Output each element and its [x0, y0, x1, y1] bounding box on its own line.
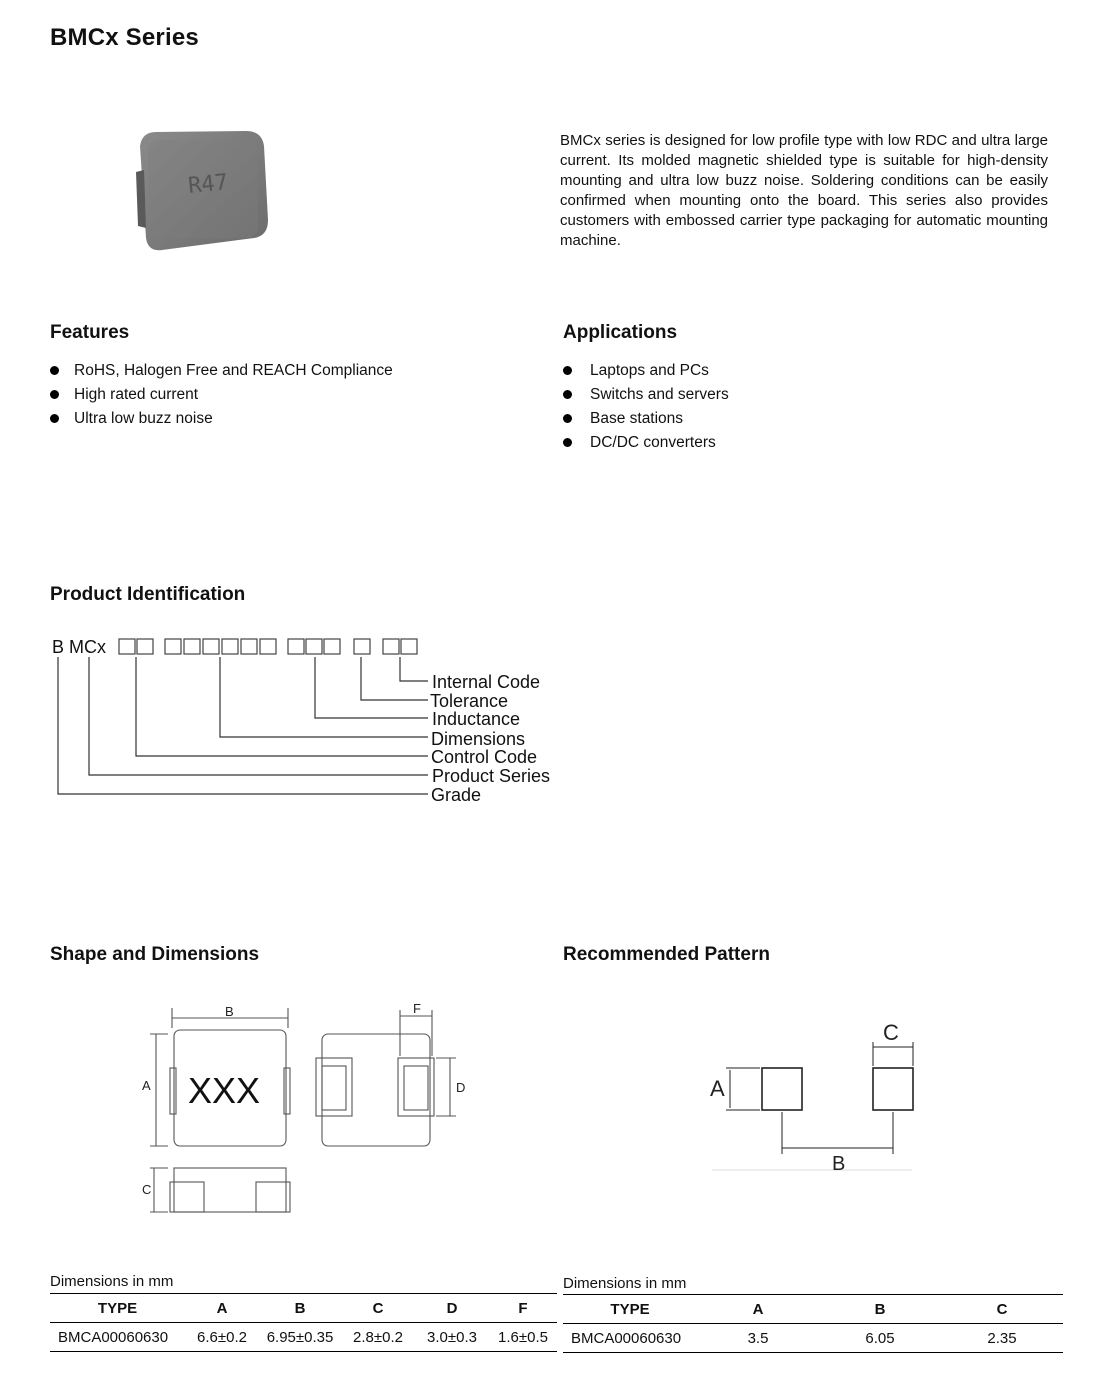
code-prefix-rest: MCx [69, 637, 106, 657]
dim-label-a: A [142, 1078, 151, 1093]
bullet-icon [563, 438, 572, 447]
pattern-label-a: A [710, 1076, 725, 1101]
col-header-d: D [446, 1299, 458, 1317]
col-header-b: B [294, 1299, 306, 1317]
col-header-f: F [518, 1299, 528, 1317]
pattern-table-caption: Dimensions in mm [563, 1275, 687, 1292]
shape-diagram [130, 996, 470, 1218]
label-inductance: Inductance [432, 709, 521, 729]
col-header-b: B [874, 1300, 886, 1318]
pattern-table [563, 1294, 1063, 1353]
table-row [563, 1324, 1063, 1353]
bullet-icon [563, 414, 572, 423]
photo-marking: R47 [187, 169, 230, 199]
table-row [50, 1323, 557, 1352]
cell-type: BMCA00060630 [571, 1329, 682, 1347]
cell-type: BMCA00060630 [58, 1328, 169, 1346]
label-dimensions: Dimensions [431, 729, 526, 749]
dim-label-d: D [456, 1080, 466, 1095]
list-item: Ultra low buzz noise [50, 407, 393, 431]
cell-d: 3.0±0.3 [427, 1328, 477, 1346]
shape-dimensions-heading: Shape and Dimensions [50, 944, 260, 965]
pattern-diagram [700, 1014, 930, 1184]
features-heading: Features [50, 322, 130, 343]
bullet-icon [50, 366, 59, 375]
cell-b: 6.05 [865, 1329, 895, 1347]
col-header-a: A [216, 1299, 228, 1317]
label-tolerance: Tolerance [430, 691, 509, 711]
product-identification-heading: Product Identification [50, 584, 246, 605]
col-header-c: C [996, 1300, 1008, 1318]
list-item: Base stations [563, 407, 729, 431]
code-prefix-b: B [52, 637, 65, 657]
recommended-pattern-heading: Recommended Pattern [563, 944, 770, 965]
dims-table-caption: Dimensions in mm [50, 1273, 174, 1290]
intro-paragraph: BMCx series is designed for low profile type with low RDC and ultra large current. Its molded magnetic shielded type is suitable for high-density mounting and ultra low buzz noise. Soldering conditions can be easily confirmed when mounting onto the board. This series also provides customers with embossed carrier type packaging for automatic mounting machine. [560, 132, 1048, 249]
col-header-c: C [372, 1299, 384, 1317]
label-internal-code: Internal Code [432, 672, 541, 692]
cell-a: 3.5 [747, 1329, 769, 1347]
code-boxes [119, 639, 417, 654]
list-item: RoHS, Halogen Free and REACH Compliance [50, 359, 393, 383]
label-control-code: Control Code [431, 747, 538, 767]
list-item: Laptops and PCs [563, 359, 729, 383]
features-list [50, 359, 393, 431]
label-grade: Grade [431, 785, 482, 805]
pattern-label-c: C [883, 1020, 899, 1045]
cell-c: 2.8±0.2 [353, 1328, 403, 1346]
cell-c: 2.35 [987, 1329, 1017, 1347]
dim-label-c: C [142, 1182, 152, 1197]
bullet-icon [50, 414, 59, 423]
label-product-series: Product Series [432, 766, 551, 786]
pattern-label-b: B [832, 1153, 846, 1175]
bullet-icon [563, 366, 572, 375]
col-header-type: TYPE [610, 1300, 650, 1318]
col-header-type: TYPE [97, 1299, 138, 1317]
bullet-icon [563, 390, 572, 399]
list-item: DC/DC converters [563, 431, 729, 455]
applications-list [563, 359, 729, 455]
applications-heading: Applications [563, 322, 678, 343]
table-header-row [50, 1294, 557, 1323]
part-number-diagram [48, 632, 568, 808]
product-photo [134, 128, 270, 252]
dim-label-b: B [225, 1004, 234, 1019]
dim-label-f: F [413, 1001, 421, 1016]
col-header-a: A [752, 1300, 764, 1318]
cell-f: 1.6±0.5 [498, 1328, 548, 1346]
dims-table [50, 1293, 557, 1352]
table-header-row [563, 1295, 1063, 1324]
cell-b: 6.95±0.35 [266, 1328, 334, 1346]
shape-marking: XXX [188, 1070, 261, 1111]
page-title: BMCx Series [50, 24, 199, 51]
bullet-icon [50, 390, 59, 399]
list-item: Switchs and servers [563, 383, 729, 407]
list-item: High rated current [50, 383, 393, 407]
cell-a: 6.6±0.2 [197, 1328, 247, 1346]
leader-lines [58, 657, 428, 794]
